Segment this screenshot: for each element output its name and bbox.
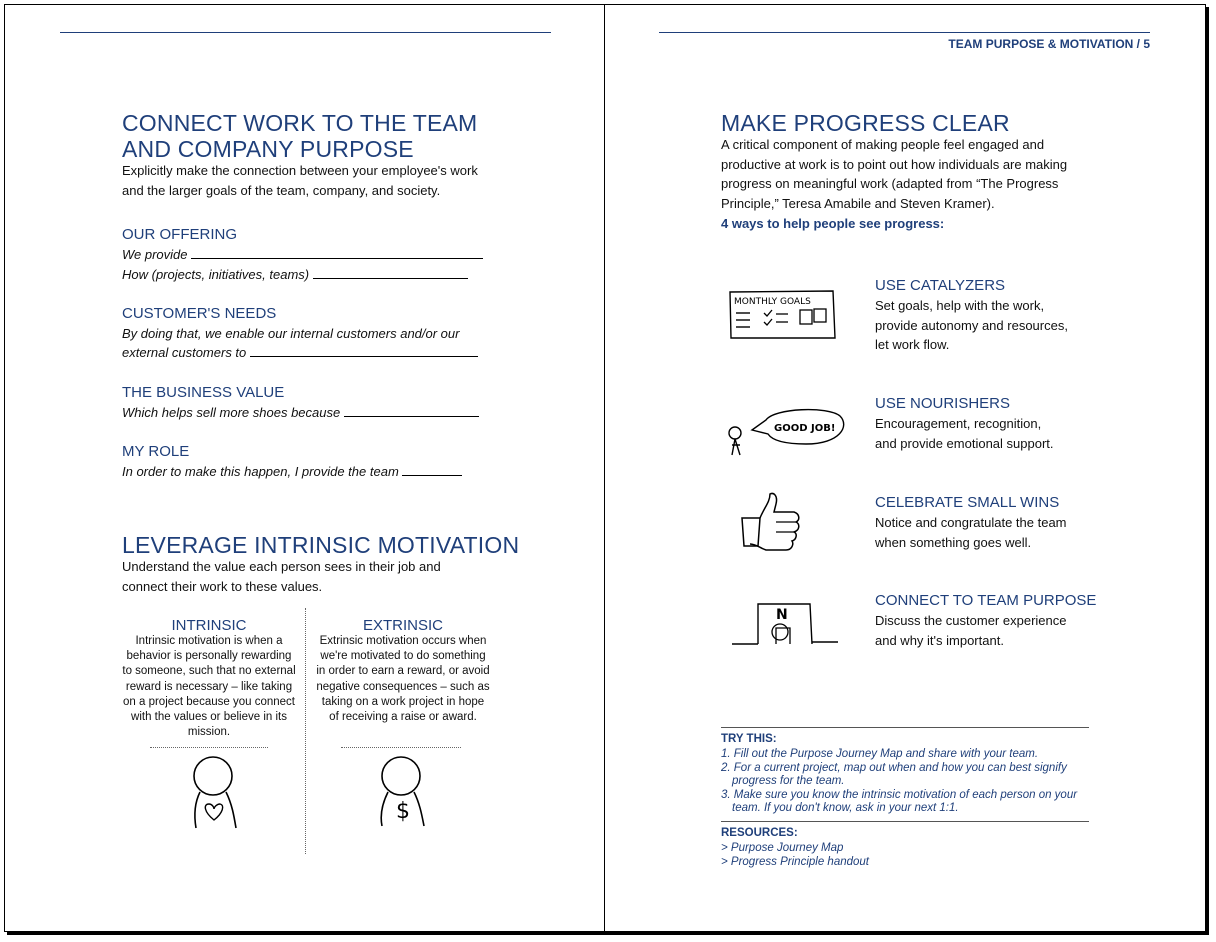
section-title-leverage: LEVERAGE INTRINSIC MOTIVATION: [122, 532, 520, 558]
try-heading: TRY THIS:: [721, 733, 777, 745]
catalyzers-text: [875, 296, 1068, 355]
resource-link[interactable]: > Progress Principle handout: [721, 855, 869, 868]
extrinsic-heading: EXTRINSIC: [362, 617, 443, 634]
offering-heading: OUR OFFERING: [122, 226, 237, 243]
top-rule-left: [60, 32, 551, 33]
intrinsic-heading: INTRINSIC: [171, 617, 247, 634]
good-job-sketch: [724, 404, 849, 460]
extrinsic-text: Extrinsic motivation occurs when we're motivated to do something in order to earn a reward, or avoid negative consequences – such as taking on a work project in hope of receiving a raise or award.: [316, 635, 490, 724]
resources-list: [721, 842, 869, 869]
section-title-connect: [122, 110, 477, 162]
dotted-divider: [150, 747, 268, 748]
role-line: [122, 462, 462, 482]
title-line: AND COMPANY PURPOSE: [122, 136, 414, 162]
heart-icon: [205, 804, 222, 820]
role-text: In order to make this happen, I provide the team: [122, 464, 399, 479]
nourishers-heading: USE NOURISHERS: [875, 395, 1011, 412]
blank-line[interactable]: [313, 266, 468, 279]
text-line: Encouragement, recognition,: [875, 416, 1042, 431]
sketch-caption: MONTHLY GOALS: [734, 297, 811, 307]
team-purpose-text: [875, 611, 1066, 650]
running-head: TEAM PURPOSE & MOTIVATION / 5: [948, 37, 1150, 51]
role-heading: MY ROLE: [122, 443, 190, 460]
resources-heading: RESOURCES:: [721, 827, 798, 839]
dollar-person-sketch: [378, 756, 434, 832]
blank-line[interactable]: [402, 463, 462, 476]
page-divider: [604, 5, 605, 931]
storefront-sketch: [730, 600, 842, 650]
needs-heading: CUSTOMER'S NEEDS: [122, 305, 277, 322]
monthly-goals-sketch: [728, 289, 838, 341]
text-line: Discuss the customer experience: [875, 613, 1067, 628]
offering-text-2: How (projects, initiatives, teams): [122, 267, 310, 282]
try-rule: [721, 727, 1089, 728]
needs-line-2: [122, 343, 478, 363]
small-wins-text: [875, 513, 1067, 552]
sketch-caption: GOOD JOB!: [774, 423, 836, 434]
resource-link[interactable]: > Purpose Journey Map: [721, 842, 844, 854]
text-line: Notice and congratulate the team: [875, 515, 1067, 530]
value-line: [122, 403, 479, 423]
leverage-intro: Understand the value each person sees in their job and connect their work to these values.: [122, 559, 441, 594]
try-list: [721, 748, 1081, 816]
nourishers-text: [875, 414, 1054, 453]
brand-logo-icon: N: [776, 607, 788, 623]
text-line: when something goes well.: [875, 534, 1032, 550]
blank-line[interactable]: [191, 246, 483, 259]
catalyzers-heading: USE CATALYZERS: [875, 277, 1006, 294]
list-item: 2. For a current project, map out when and how you can best signify progress for the team.: [721, 761, 1067, 788]
offering-text-1: We provide: [122, 247, 188, 262]
small-wins-heading: CELEBRATE SMALL WINS: [875, 494, 1060, 511]
connect-intro: Explicitly make the connection between your employee's work and the larger goals of the team, company, and society.: [122, 163, 478, 198]
text-line: provide autonomy and resources,: [875, 317, 1068, 333]
title-line: CONNECT WORK TO THE TEAM: [122, 110, 478, 136]
list-item: 1. Fill out the Purpose Journey Map and share with your team.: [721, 748, 1039, 760]
value-heading: THE BUSINESS VALUE: [122, 384, 285, 401]
ways-label: 4 ways to help people see progress:: [721, 216, 945, 231]
progress-intro: A critical component of making people feel engaged and productive at work is to point out how individuals are making progress on meaningful work (adapted from “The Progress Principle,” Teresa Amabile and Steven Kramer).: [721, 137, 1068, 211]
value-text: Which helps sell more shoes because: [122, 405, 341, 420]
text-line: and why it's important.: [875, 632, 1004, 648]
thumbs-up-icon: [738, 490, 804, 558]
text-line: Set goals, help with the work,: [875, 298, 1045, 313]
blank-line[interactable]: [344, 404, 479, 417]
text-line: and provide emotional support.: [875, 435, 1054, 451]
column-divider: [305, 608, 306, 854]
offering-line-1: [122, 245, 483, 265]
top-rule-right: [659, 32, 1150, 33]
resources-rule: [721, 821, 1089, 822]
intrinsic-text: Intrinsic motivation is when a behavior is personally rewarding to someone, such that no external reward is necessary – like taking on a project because you connect with the values or believe in its mission.: [122, 635, 296, 739]
heart-person-sketch: [188, 756, 244, 832]
offering-line-2: [122, 265, 468, 285]
section-title-progress: MAKE PROGRESS CLEAR: [721, 110, 1010, 136]
dollar-icon: $: [396, 799, 410, 824]
blank-line[interactable]: [250, 344, 478, 357]
needs-text-2: external customers to: [122, 345, 247, 360]
team-purpose-heading: CONNECT TO TEAM PURPOSE: [875, 592, 1097, 609]
text-line: let work flow.: [875, 337, 950, 352]
needs-line-1: By doing that, we enable our internal customers and/or our: [122, 326, 460, 341]
dotted-divider: [341, 747, 461, 748]
list-item: 3. Make sure you know the intrinsic motivation of each person on your team. If you don't know, ask in your next 1:1.: [721, 788, 1078, 815]
